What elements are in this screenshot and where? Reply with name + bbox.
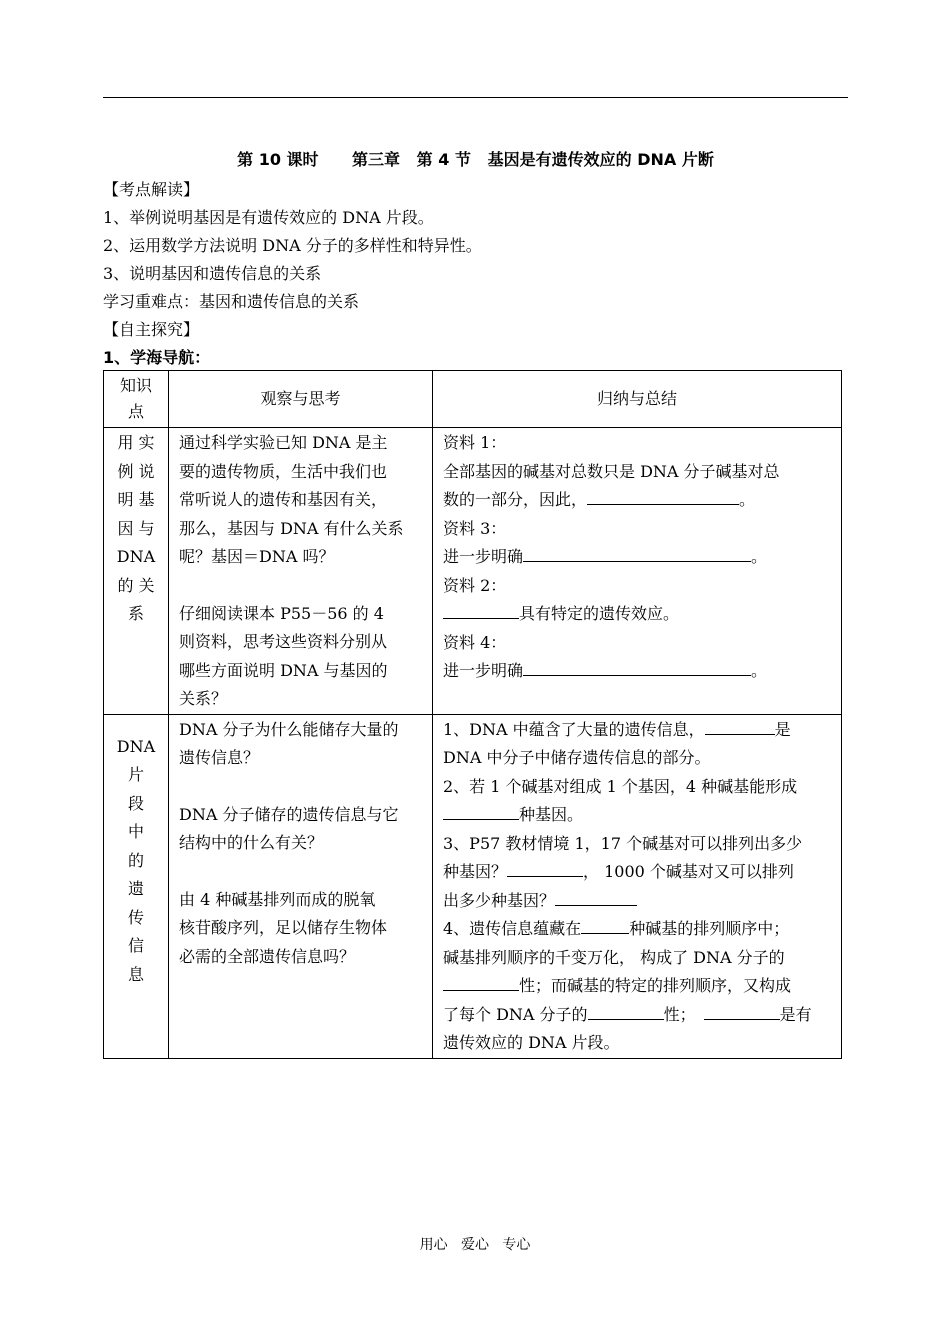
summary-text: 遗传效应的 DNA 片段。 bbox=[443, 1033, 620, 1052]
knowledge-cell bbox=[104, 714, 169, 1058]
material-label: 资料 2： bbox=[443, 575, 507, 595]
answer-blank[interactable] bbox=[523, 657, 751, 676]
knowledge-text: 明 基 bbox=[117, 490, 155, 509]
knowledge-text: 的 bbox=[127, 850, 144, 870]
summary-text: 全部基因的碱基对总数只是 DNA 分子碱基对总 bbox=[443, 461, 780, 481]
summary-text: 1、DNA 中蕴含了大量的遗传信息， bbox=[443, 719, 705, 739]
key-difficulty: 学习重难点：基因和遗传信息的关系 bbox=[103, 292, 360, 311]
knowledge-text: 传 bbox=[127, 907, 144, 927]
think-text: DNA 分子为什么能储存大量的 bbox=[179, 719, 399, 739]
header-observe: 观察与思考 bbox=[169, 371, 433, 428]
knowledge-text: 的 关 bbox=[117, 575, 155, 595]
period: 。 bbox=[751, 547, 768, 566]
summary-text: 进一步明确 bbox=[443, 547, 524, 566]
think-text: 必需的全部遗传信息吗？ bbox=[179, 946, 356, 966]
header-summary: 归纳与总结 bbox=[433, 371, 842, 428]
think-text: 仔细阅读课本 P55－56 的 4 bbox=[179, 603, 384, 623]
summary-text: 出多少种基因？ bbox=[443, 890, 556, 910]
summary-cell bbox=[433, 714, 842, 1058]
period: 。 bbox=[739, 490, 756, 509]
summary-text: 种基因。 bbox=[519, 805, 584, 824]
think-text: DNA 分子储存的遗传信息与它 bbox=[179, 804, 399, 824]
knowledge-text: 息 bbox=[127, 964, 144, 984]
think-cell bbox=[169, 714, 433, 1058]
summary-text: 了每个 DNA 分子的 bbox=[443, 1004, 588, 1024]
knowledge-text: DNA bbox=[116, 736, 156, 756]
answer-blank[interactable] bbox=[705, 716, 775, 735]
answer-blank[interactable] bbox=[588, 1001, 664, 1020]
summary-text: 是有 bbox=[779, 1004, 812, 1024]
knowledge-text: 信 bbox=[127, 936, 144, 955]
summary-text: 2、若 1 个碱基对组成 1 个基因，4 种碱基能形成 bbox=[443, 776, 798, 796]
answer-blank[interactable] bbox=[523, 543, 751, 562]
answer-blank[interactable] bbox=[507, 858, 583, 877]
think-text: 则资料，思考这些资料分别从 bbox=[179, 632, 388, 651]
summary-text: 4、遗传信息蕴藏在 bbox=[443, 919, 582, 938]
summary-text: 具有特定的遗传效应。 bbox=[519, 604, 680, 623]
knowledge-text: 片 bbox=[127, 765, 144, 784]
header-knowledge-line1: 知识 bbox=[119, 376, 152, 395]
answer-blank[interactable] bbox=[555, 887, 637, 906]
section-heading-kaodian: 【考点解读】 bbox=[103, 180, 200, 199]
objective-1: 1、举例说明基因是有遗传效应的 DNA 片段。 bbox=[103, 208, 434, 227]
page-footer: 用心 爱心 专心 bbox=[419, 1237, 531, 1253]
summary-text: 种碱基的排列顺序中； bbox=[629, 919, 790, 938]
think-text: 关系？ bbox=[179, 689, 228, 708]
summary-text: 性； bbox=[663, 1004, 696, 1024]
knowledge-text: 遗 bbox=[127, 879, 144, 898]
think-text: 那么，基因与 DNA 有什么关系 bbox=[179, 518, 404, 538]
material-label: 资料 4： bbox=[443, 632, 507, 652]
table-row bbox=[104, 714, 842, 1058]
header-knowledge bbox=[104, 371, 169, 428]
objective-2: 2、运用数学方法说明 DNA 分子的多样性和特异性。 bbox=[103, 236, 482, 255]
think-text: 核苷酸序列，足以储存生物体 bbox=[179, 918, 388, 937]
knowledge-cell bbox=[104, 428, 169, 715]
think-text: 常听说人的遗传和基因有关， bbox=[179, 490, 388, 509]
section-heading-zizhu: 【自主探究】 bbox=[103, 320, 200, 339]
answer-blank[interactable] bbox=[704, 1001, 780, 1020]
page-title: 第 10 课时 第三章 第 4 节 基因是有遗传效应的 DNA 片断 bbox=[237, 150, 714, 169]
summary-text: 数的一部分，因此， bbox=[443, 490, 588, 509]
summary-text: DNA 中分子中储存遗传信息的部分。 bbox=[443, 748, 711, 767]
objective-3: 3、说明基因和遗传信息的关系 bbox=[103, 264, 322, 283]
header-knowledge-line2: 点 bbox=[127, 402, 144, 421]
table-row bbox=[104, 428, 842, 715]
summary-text: 是 bbox=[774, 719, 791, 739]
answer-blank[interactable] bbox=[587, 486, 739, 505]
summary-text: 进一步明确 bbox=[443, 661, 524, 680]
knowledge-text: 因 与 bbox=[117, 518, 155, 538]
think-text: 遗传信息？ bbox=[179, 748, 260, 767]
study-table bbox=[103, 370, 842, 1059]
material-label: 资料 1： bbox=[443, 433, 507, 452]
table-header-row bbox=[104, 371, 842, 428]
think-text: 呢？基因＝DNA 吗？ bbox=[179, 547, 335, 566]
knowledge-text: 中 bbox=[127, 822, 144, 841]
knowledge-text: 例 说 bbox=[117, 461, 155, 481]
answer-blank[interactable] bbox=[443, 801, 519, 820]
think-text: 由 4 种碱基排列而成的脱氧 bbox=[179, 889, 376, 909]
material-label: 资料 3： bbox=[443, 518, 507, 538]
answer-blank[interactable] bbox=[581, 915, 629, 934]
answer-blank[interactable] bbox=[443, 972, 519, 991]
summary-text: 3、P57 教材情境 1，17 个碱基对可以排列出多少 bbox=[443, 833, 803, 853]
knowledge-text: DNA bbox=[116, 547, 156, 566]
think-text: 要的遗传物质，生活中我们也 bbox=[179, 461, 388, 481]
think-cell bbox=[169, 428, 433, 715]
knowledge-text: 用 实 bbox=[117, 433, 155, 452]
summary-text: 性；而碱基的特定的排列顺序，又构成 bbox=[519, 976, 792, 995]
summary-text: 种基因？ bbox=[443, 862, 508, 881]
think-text: 通过科学实验已知 DNA 是主 bbox=[179, 433, 388, 452]
period: 。 bbox=[751, 661, 768, 680]
knowledge-text: 段 bbox=[127, 793, 144, 813]
answer-blank[interactable] bbox=[443, 600, 519, 619]
think-text: 哪些方面说明 DNA 与基因的 bbox=[179, 660, 388, 680]
summary-cell bbox=[433, 428, 842, 715]
header-rule bbox=[103, 97, 848, 98]
think-text: 结构中的什么有关？ bbox=[179, 833, 324, 852]
subsection-heading: 1、学海导航： bbox=[103, 348, 211, 367]
summary-text: 碱基排列顺序的千变万化， 构成了 DNA 分子的 bbox=[443, 947, 785, 967]
knowledge-text: 系 bbox=[127, 604, 144, 623]
summary-text: ， 1000 个碱基对又可以排列 bbox=[583, 862, 794, 881]
